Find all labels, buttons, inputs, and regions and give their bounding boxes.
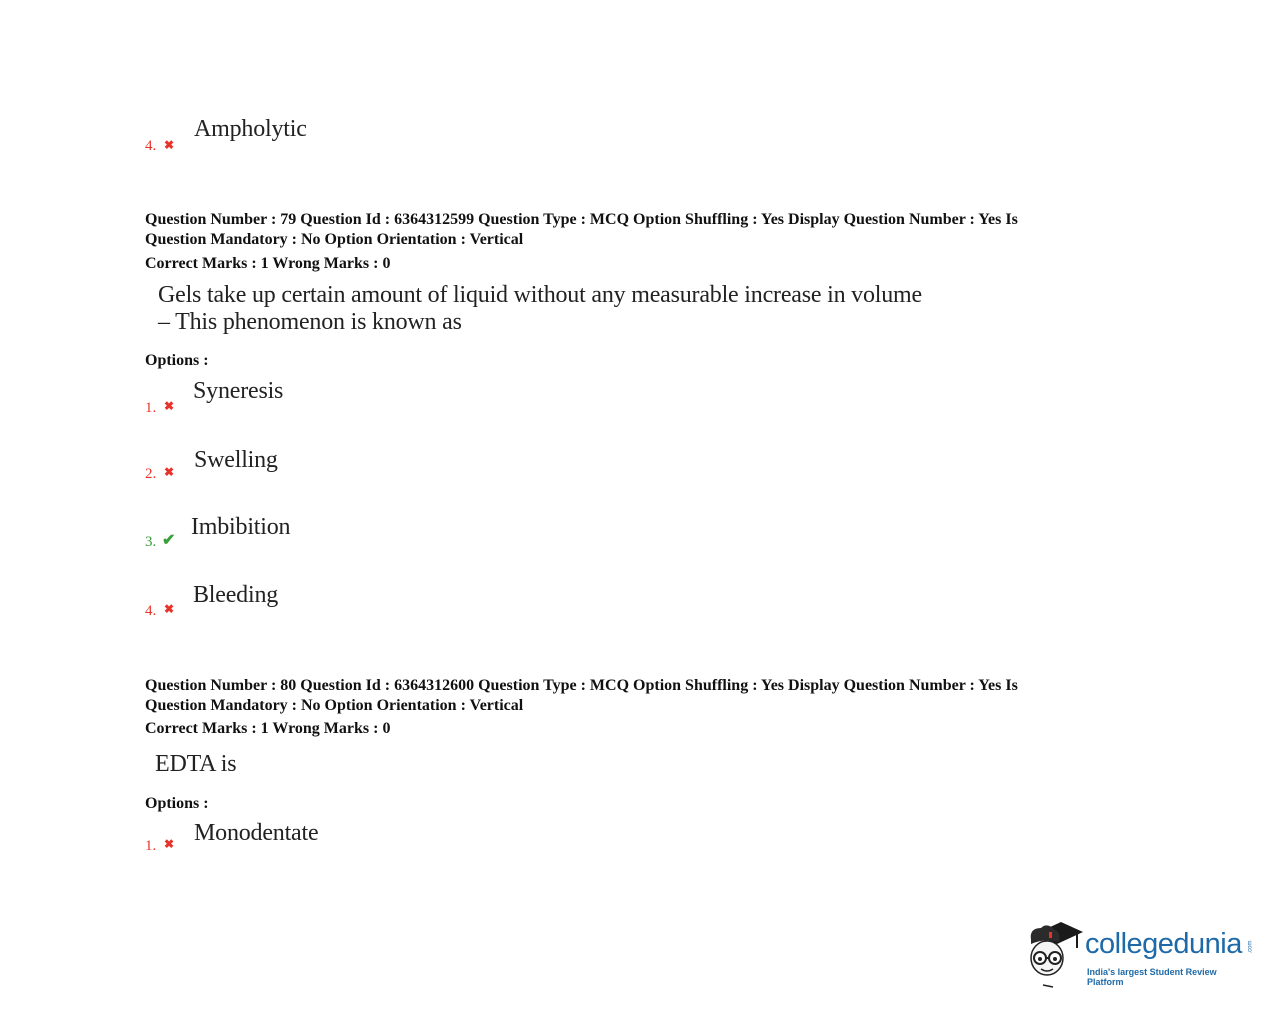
option-number: 4. xyxy=(145,138,157,154)
wrong-icon: ✖ xyxy=(164,602,175,616)
option-number: 4. xyxy=(145,603,157,619)
wrong-icon: ✖ xyxy=(164,399,175,413)
option-number: 1. xyxy=(145,838,157,854)
option-number: 3. xyxy=(145,534,157,550)
options-label: Options : xyxy=(145,795,209,812)
question-marks: Correct Marks : 1 Wrong Marks : 0 xyxy=(145,720,391,737)
wrong-icon: ✖ xyxy=(164,837,175,851)
question-meta-line: Question Mandatory : No Option Orientation : Vertical xyxy=(145,697,524,714)
option-text: Syneresis xyxy=(193,378,284,404)
mascot-icon xyxy=(1025,918,1085,988)
collegedunia-logo xyxy=(1025,918,1255,988)
question-marks: Correct Marks : 1 Wrong Marks : 0 xyxy=(145,255,391,272)
wrong-icon: ✖ xyxy=(164,465,175,479)
logo-suffix: .com xyxy=(1247,940,1254,954)
question-meta-line: Question Mandatory : No Option Orientation : Vertical xyxy=(145,231,524,248)
option-number: 2. xyxy=(145,466,157,482)
wrong-icon: ✖ xyxy=(164,138,175,152)
question-meta-line: Question Number : 80 Question Id : 6364312600 Question Type : MCQ Option Shuffling : Yes Display Question Number : Yes Is xyxy=(145,677,1018,694)
check-icon: ✔ xyxy=(162,532,176,549)
question-text-line: – This phenomenon is known as xyxy=(158,309,462,335)
question-meta xyxy=(145,676,1145,716)
question-meta xyxy=(145,210,1145,250)
question-text xyxy=(155,751,236,778)
logo-tagline: India's largest Student Review Platform xyxy=(1087,967,1217,987)
question-meta-line: Question Number : 79 Question Id : 6364312599 Question Type : MCQ Option Shuffling : Yes Display Question Number : Yes Is xyxy=(145,211,1018,228)
options-label: Options : xyxy=(145,352,209,369)
option-text: Monodentate xyxy=(194,820,319,846)
question-text-line: Gels take up certain amount of liquid without any measurable increase in volume xyxy=(158,282,922,308)
option-text: Bleeding xyxy=(193,582,279,608)
option-text: Imbibition xyxy=(191,514,291,540)
logo-wordmark: collegedunia xyxy=(1085,928,1242,960)
question-text-line: EDTA is xyxy=(155,751,237,777)
option-number: 1. xyxy=(145,400,157,416)
question-text xyxy=(158,282,922,336)
option-text: Swelling xyxy=(194,447,278,473)
option-text: Ampholytic xyxy=(194,116,307,142)
